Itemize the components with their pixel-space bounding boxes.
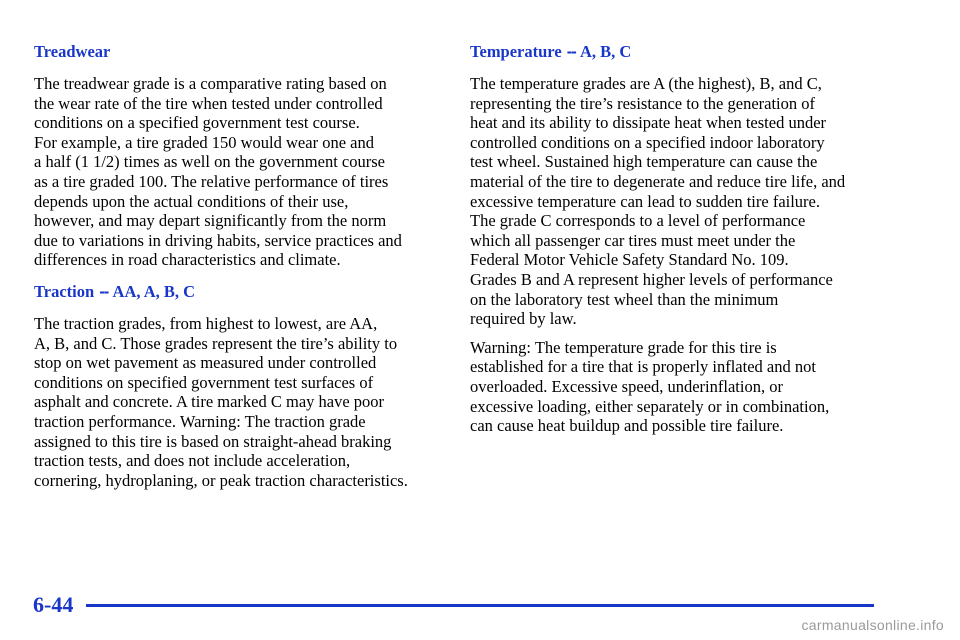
traction-line: The traction grades, from highest to lowest, are AA, xyxy=(34,313,378,333)
heading-dash: -- xyxy=(99,282,109,301)
temperature-line: test wheel. Sustained high temperature can cause the xyxy=(470,152,818,172)
footer-rule xyxy=(86,604,874,607)
traction-grades: AA, A, B, C xyxy=(112,281,196,301)
paragraph-spacer xyxy=(470,329,890,338)
temperature-line: heat and its ability to dissipate heat when tested under xyxy=(470,113,827,133)
page-number: 6-44 xyxy=(33,592,74,617)
temperature-paragraph xyxy=(470,74,890,329)
treadwear-line: For example, a tire graded 150 would wear one and xyxy=(34,132,374,152)
treadwear-heading xyxy=(34,42,444,62)
traction-line: stop on wet pavement as measured under controlled xyxy=(34,353,377,373)
warning-line: established for a tire that is properly inflated and not xyxy=(470,357,816,377)
treadwear-heading-text: Treadwear xyxy=(34,42,111,61)
temperature-line: required by law. xyxy=(470,309,577,329)
traction-line: assigned to this tire is based on straight-ahead braking xyxy=(34,431,392,451)
traction-paragraph xyxy=(34,314,444,490)
temperature-line: Federal Motor Vehicle Safety Standard No. 109. xyxy=(470,250,789,270)
right-column xyxy=(470,42,890,436)
treadwear-line: the wear rate of the tire when tested under controlled xyxy=(34,93,383,113)
traction-heading-text: Traction xyxy=(34,281,95,301)
temperature-warning-paragraph xyxy=(470,338,890,436)
treadwear-line: however, and may depart significantly from the norm xyxy=(34,211,387,231)
temperature-line: representing the tire’s resistance to the generation of xyxy=(470,93,815,113)
temperature-grades: A, B, C xyxy=(580,42,632,61)
treadwear-paragraph xyxy=(34,74,444,270)
traction-line: traction tests, and does not include acceleration, xyxy=(34,451,351,471)
section-spacer xyxy=(34,270,444,282)
temperature-line: excessive temperature can lead to sudden tire failure. xyxy=(470,191,821,211)
warning-line: overloaded. Excessive speed, underinflation, or xyxy=(470,376,783,396)
traction-line: traction performance. Warning: The traction grade xyxy=(34,411,366,431)
temperature-heading xyxy=(470,42,890,62)
temperature-line: The temperature grades are A (the highest), B, and C, xyxy=(470,74,822,93)
treadwear-line: due to variations in driving habits, service practices and xyxy=(34,230,402,250)
warning-line: Warning: The temperature grade for this tire is xyxy=(470,337,777,357)
treadwear-line: depends upon the actual conditions of their use, xyxy=(34,191,349,211)
treadwear-line: conditions on a specified government test course. xyxy=(34,113,360,133)
temperature-line: The grade C corresponds to a level of performance xyxy=(470,211,806,231)
temperature-line: Grades B and A represent higher levels of performance xyxy=(470,269,833,289)
warning-line: excessive loading, either separately or in combination, xyxy=(470,396,830,416)
left-column xyxy=(34,42,444,490)
temperature-line: on the laboratory test wheel than the minimum xyxy=(470,289,779,309)
traction-line: A, B, and C. Those grades represent the tire’s ability to xyxy=(34,333,398,353)
treadwear-line: as a tire graded 100. The relative performance of tires xyxy=(34,171,389,191)
traction-heading xyxy=(34,282,444,302)
temperature-line: controlled conditions on a specified indoor laboratory xyxy=(470,132,825,152)
watermark: carmanualsonline.info xyxy=(801,617,944,633)
temperature-line: material of the tire to degenerate and reduce tire life, and xyxy=(470,171,846,191)
treadwear-line: differences in road characteristics and climate. xyxy=(34,250,341,270)
treadwear-line: The treadwear grade is a comparative rating based on xyxy=(34,74,387,93)
heading-dash: -- xyxy=(566,43,576,61)
treadwear-line: a half (1 1/2) times as well on the government course xyxy=(34,152,385,172)
warning-line: can cause heat buildup and possible tire failure. xyxy=(470,416,784,436)
traction-line: conditions on specified government test surfaces of xyxy=(34,372,374,392)
temperature-heading-text: Temperature xyxy=(470,42,562,61)
temperature-line: which all passenger car tires must meet under the xyxy=(470,230,796,250)
traction-line: cornering, hydroplaning, or peak traction characteristics. xyxy=(34,470,408,490)
traction-line: asphalt and concrete. A tire marked C may have poor xyxy=(34,392,385,412)
